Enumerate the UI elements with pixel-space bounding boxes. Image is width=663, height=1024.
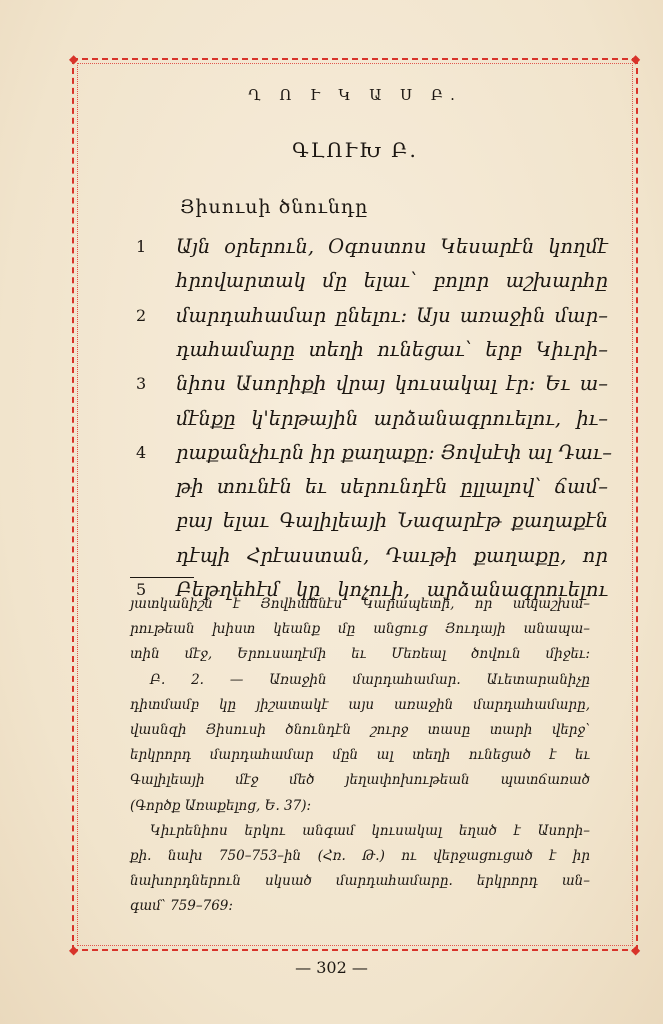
running-header: Ղ Ո Ւ Կ Ա Ս Բ.	[248, 86, 462, 104]
footnote-line: Բ. 2. — Առաջին մարդահամար. Աւետարանիչը	[150, 671, 590, 688]
verse-number: 1	[136, 237, 147, 256]
verse-text: հրովարտակ մը ելաւ՝ բոլոր աշխարհը	[176, 269, 608, 293]
footnote-rule	[130, 577, 194, 578]
border-corner-ornament: ◆	[631, 52, 641, 66]
verse-line	[138, 504, 608, 538]
verse-line	[138, 539, 608, 573]
footnote-line: րութեան խիստ կեանք մը անցուց Յուդայի անապա–	[130, 621, 590, 638]
verse-text: դահամարը տեղի ունեցաւ՝ երբ Կիւրի–	[176, 337, 608, 361]
verse-line	[138, 367, 608, 401]
footnote-line: Գալիլեայի մէջ մեծ յեղափոխութեան պատճառած	[130, 772, 590, 789]
page-number: — 302 —	[295, 958, 368, 977]
verse-text: նիոս Ասորիքի վրայ կուսակալ էր: Եւ ա–	[176, 372, 608, 396]
verse-line	[138, 470, 608, 504]
chapter-title: ԳԼՈՒԽ Բ.	[292, 138, 418, 162]
verse-text: մարդահամար ընելու: Այս առաջին մար–	[176, 303, 608, 327]
verse-line	[138, 402, 608, 436]
verse-text: թի տունէն եւ սերունդէն ըլլալով՝ ճամ–	[176, 475, 608, 499]
verse-text: մէնքը կ'երթային արձանագրուելու, իւ–	[176, 406, 608, 430]
footnote-line: երկրորդ մարդահամար մըն ալ տեղի ունեցած է եւ	[130, 747, 590, 764]
footnote-line: (Գործք Առաքելոց, Ե. 37):	[130, 797, 312, 814]
verse-number: 5	[136, 580, 147, 599]
verse-line	[138, 333, 608, 367]
verse-text: Բեթղեհէմ կը կոչուի, արձանագրուելու	[176, 578, 608, 601]
verse-number: 3	[136, 374, 147, 394]
verse-number: 4	[136, 442, 147, 462]
section-subtitle: Յիսուսի ծնունդը	[180, 196, 369, 218]
border-corner-ornament: ◆	[69, 52, 79, 66]
footnote-line: տին մէջ, Երուսաղէմի եւ Մեռեալ ծովուն միջեւ:	[130, 646, 590, 663]
verse-text: րաքանչիւրն իր քաղաքը: Յովսէփ ալ Դաւ–	[176, 440, 613, 464]
footnote-line: գամ՝ 759–769:	[130, 898, 233, 915]
border-corner-ornament: ◆	[631, 943, 641, 957]
footnote-line: յատկանիշն է Յովհաննէս Կարապետի, որ ապաշխա–	[130, 596, 590, 612]
verse-text: Այն օրերուն, Օգոստոս Կեսարէն կողմէ	[176, 235, 608, 258]
verse-text: բայ ելաւ Գալիլեայի Նազարէթ քաղաքէն	[176, 509, 608, 533]
verse-line	[138, 299, 608, 333]
border-corner-ornament: ◆	[69, 943, 79, 957]
footnote-line: քի. նախ 750–753–ին (Հռ. Թ.) ու վերջացուցած է իր	[130, 848, 590, 864]
verse-line	[138, 230, 608, 264]
verse-line	[136, 436, 613, 470]
verse-line	[138, 264, 608, 298]
footnote-line: վասնզի Յիսուսի ծնունդէն շուրջ տասը տարի վերջ՝	[130, 722, 590, 738]
footnote-line: նախորդներուն սկսած մարդահամարը. երկրորդ ան–	[130, 873, 590, 890]
footnote-line: Կիւրենիոս երկու անգամ կուսակալ եղած է Ասորի–	[150, 822, 590, 839]
verse-number: 2	[136, 305, 147, 325]
footnote-line: դիտմամբ կը յիշատակէ այս առաջին մարդահամարը,	[130, 696, 590, 713]
verse-text: դէպի Հրէաստան, Դաւթի քաղաքը, որ	[176, 543, 608, 567]
